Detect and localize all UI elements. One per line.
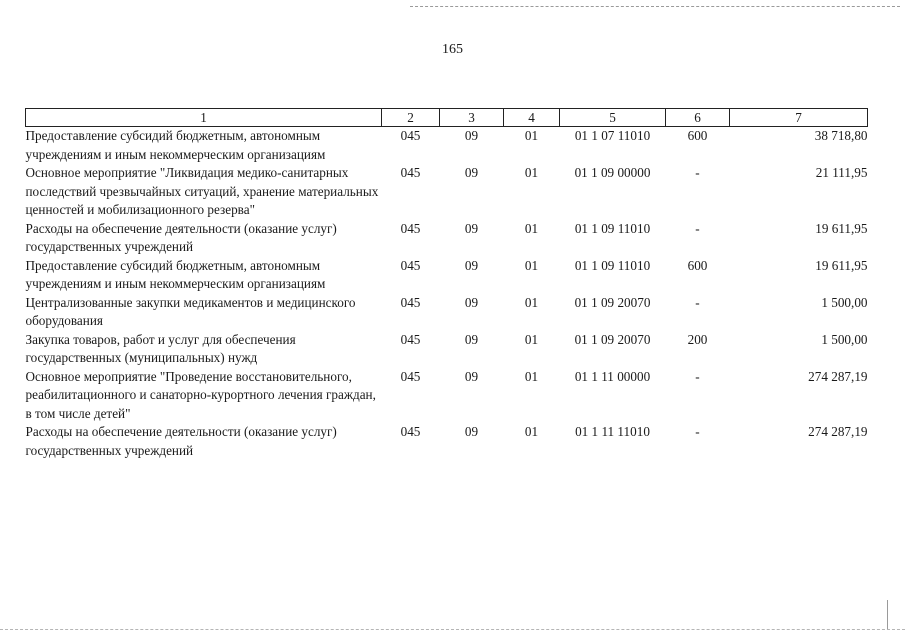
table-row bbox=[26, 423, 868, 460]
table-row bbox=[26, 220, 868, 257]
row-amount: 1 500,00 bbox=[821, 294, 868, 310]
row-amount: 1 500,00 bbox=[821, 331, 868, 347]
scan-edge-right bbox=[887, 600, 888, 630]
scan-edge-top bbox=[410, 6, 900, 7]
table-row bbox=[26, 127, 868, 165]
row-section: 09 bbox=[464, 128, 479, 143]
row-target-article: 01 1 09 11010 bbox=[574, 257, 651, 273]
row-subsection: 01 bbox=[524, 368, 539, 384]
row-section: 09 bbox=[464, 220, 479, 236]
row-ministry-code: 045 bbox=[400, 128, 421, 143]
row-ministry-code: 045 bbox=[400, 257, 421, 273]
row-target-article: 01 1 07 11010 bbox=[574, 128, 651, 143]
row-name: Централизованные закупки медикаментов и медицинского оборудования bbox=[25, 294, 356, 328]
row-subsection: 01 bbox=[524, 165, 539, 180]
row-target-article: 01 1 09 00000 bbox=[574, 165, 651, 180]
row-expense-type: - bbox=[695, 220, 700, 236]
column-header: 7 bbox=[730, 109, 868, 127]
row-name: Расходы на обеспечение деятельности (оказание услуг) государственных учреждений bbox=[25, 424, 337, 458]
row-amount: 19 611,95 bbox=[815, 257, 868, 273]
row-expense-type: 200 bbox=[687, 331, 708, 347]
table-row bbox=[26, 164, 868, 220]
column-header: 3 bbox=[440, 109, 504, 127]
row-target-article: 01 1 11 11010 bbox=[575, 424, 650, 439]
row-name: Основное мероприятие "Проведение восстановительного, реабилитационного и санаторно-курортного лечения граждан, в том числе детей" bbox=[25, 368, 376, 421]
table-row bbox=[26, 331, 868, 368]
scan-edge-bottom bbox=[0, 629, 905, 630]
column-header: 4 bbox=[504, 109, 560, 127]
row-section: 09 bbox=[464, 424, 479, 439]
row-amount: 274 287,19 bbox=[808, 424, 868, 439]
row-subsection: 01 bbox=[524, 220, 539, 236]
row-section: 09 bbox=[464, 331, 479, 347]
row-subsection: 01 bbox=[524, 424, 539, 439]
row-name: Закупка товаров, работ и услуг для обеспечения государственных (муниципальных) нужд bbox=[25, 331, 296, 365]
row-expense-type: - bbox=[695, 165, 700, 180]
row-expense-type: - bbox=[695, 368, 700, 384]
column-header: 1 bbox=[26, 109, 382, 127]
row-target-article: 01 1 11 00000 bbox=[574, 368, 651, 384]
row-ministry-code: 045 bbox=[400, 294, 421, 310]
row-ministry-code: 045 bbox=[400, 165, 421, 180]
row-section: 09 bbox=[464, 165, 479, 180]
row-subsection: 01 bbox=[524, 128, 539, 143]
row-subsection: 01 bbox=[524, 294, 539, 310]
row-name: Расходы на обеспечение деятельности (оказание услуг) государственных учреждений bbox=[25, 220, 337, 254]
row-name: Предоставление субсидий бюджетным, автономным учреждениям и иным некоммерческим организациям bbox=[25, 257, 326, 291]
row-ministry-code: 045 bbox=[400, 220, 421, 236]
column-header: 2 bbox=[382, 109, 440, 127]
row-expense-type: 600 bbox=[687, 128, 708, 143]
row-target-article: 01 1 09 20070 bbox=[574, 331, 651, 347]
column-header: 5 bbox=[560, 109, 666, 127]
row-expense-type: - bbox=[695, 424, 700, 439]
table-row bbox=[26, 294, 868, 331]
row-section: 09 bbox=[464, 294, 479, 310]
page-number: 165 bbox=[442, 42, 463, 57]
row-subsection: 01 bbox=[524, 331, 539, 347]
row-expense-type: - bbox=[695, 294, 700, 310]
row-ministry-code: 045 bbox=[400, 331, 421, 347]
budget-table bbox=[25, 108, 868, 460]
row-ministry-code: 045 bbox=[400, 424, 421, 439]
table-row bbox=[26, 368, 868, 424]
row-name: Основное мероприятие "Ликвидация медико-санитарных последствий чрезвычайных ситуаций, хранение материальных ценностей и мобилизационного резерва" bbox=[25, 165, 379, 217]
table-header-row bbox=[26, 109, 868, 127]
column-header: 6 bbox=[666, 109, 730, 127]
row-amount: 19 611,95 bbox=[815, 220, 868, 236]
row-amount: 274 287,19 bbox=[808, 368, 868, 384]
row-amount: 38 718,80 bbox=[814, 128, 868, 143]
row-expense-type: 600 bbox=[687, 257, 708, 273]
row-target-article: 01 1 09 20070 bbox=[574, 294, 651, 310]
row-section: 09 bbox=[464, 368, 479, 384]
row-ministry-code: 045 bbox=[400, 368, 421, 384]
row-subsection: 01 bbox=[524, 257, 539, 273]
row-amount: 21 111,95 bbox=[815, 165, 868, 180]
row-target-article: 01 1 09 11010 bbox=[574, 220, 651, 236]
row-section: 09 bbox=[464, 257, 479, 273]
row-name: Предоставление субсидий бюджетным, автономным учреждениям и иным некоммерческим организациям bbox=[25, 128, 326, 162]
table-row bbox=[26, 257, 868, 294]
